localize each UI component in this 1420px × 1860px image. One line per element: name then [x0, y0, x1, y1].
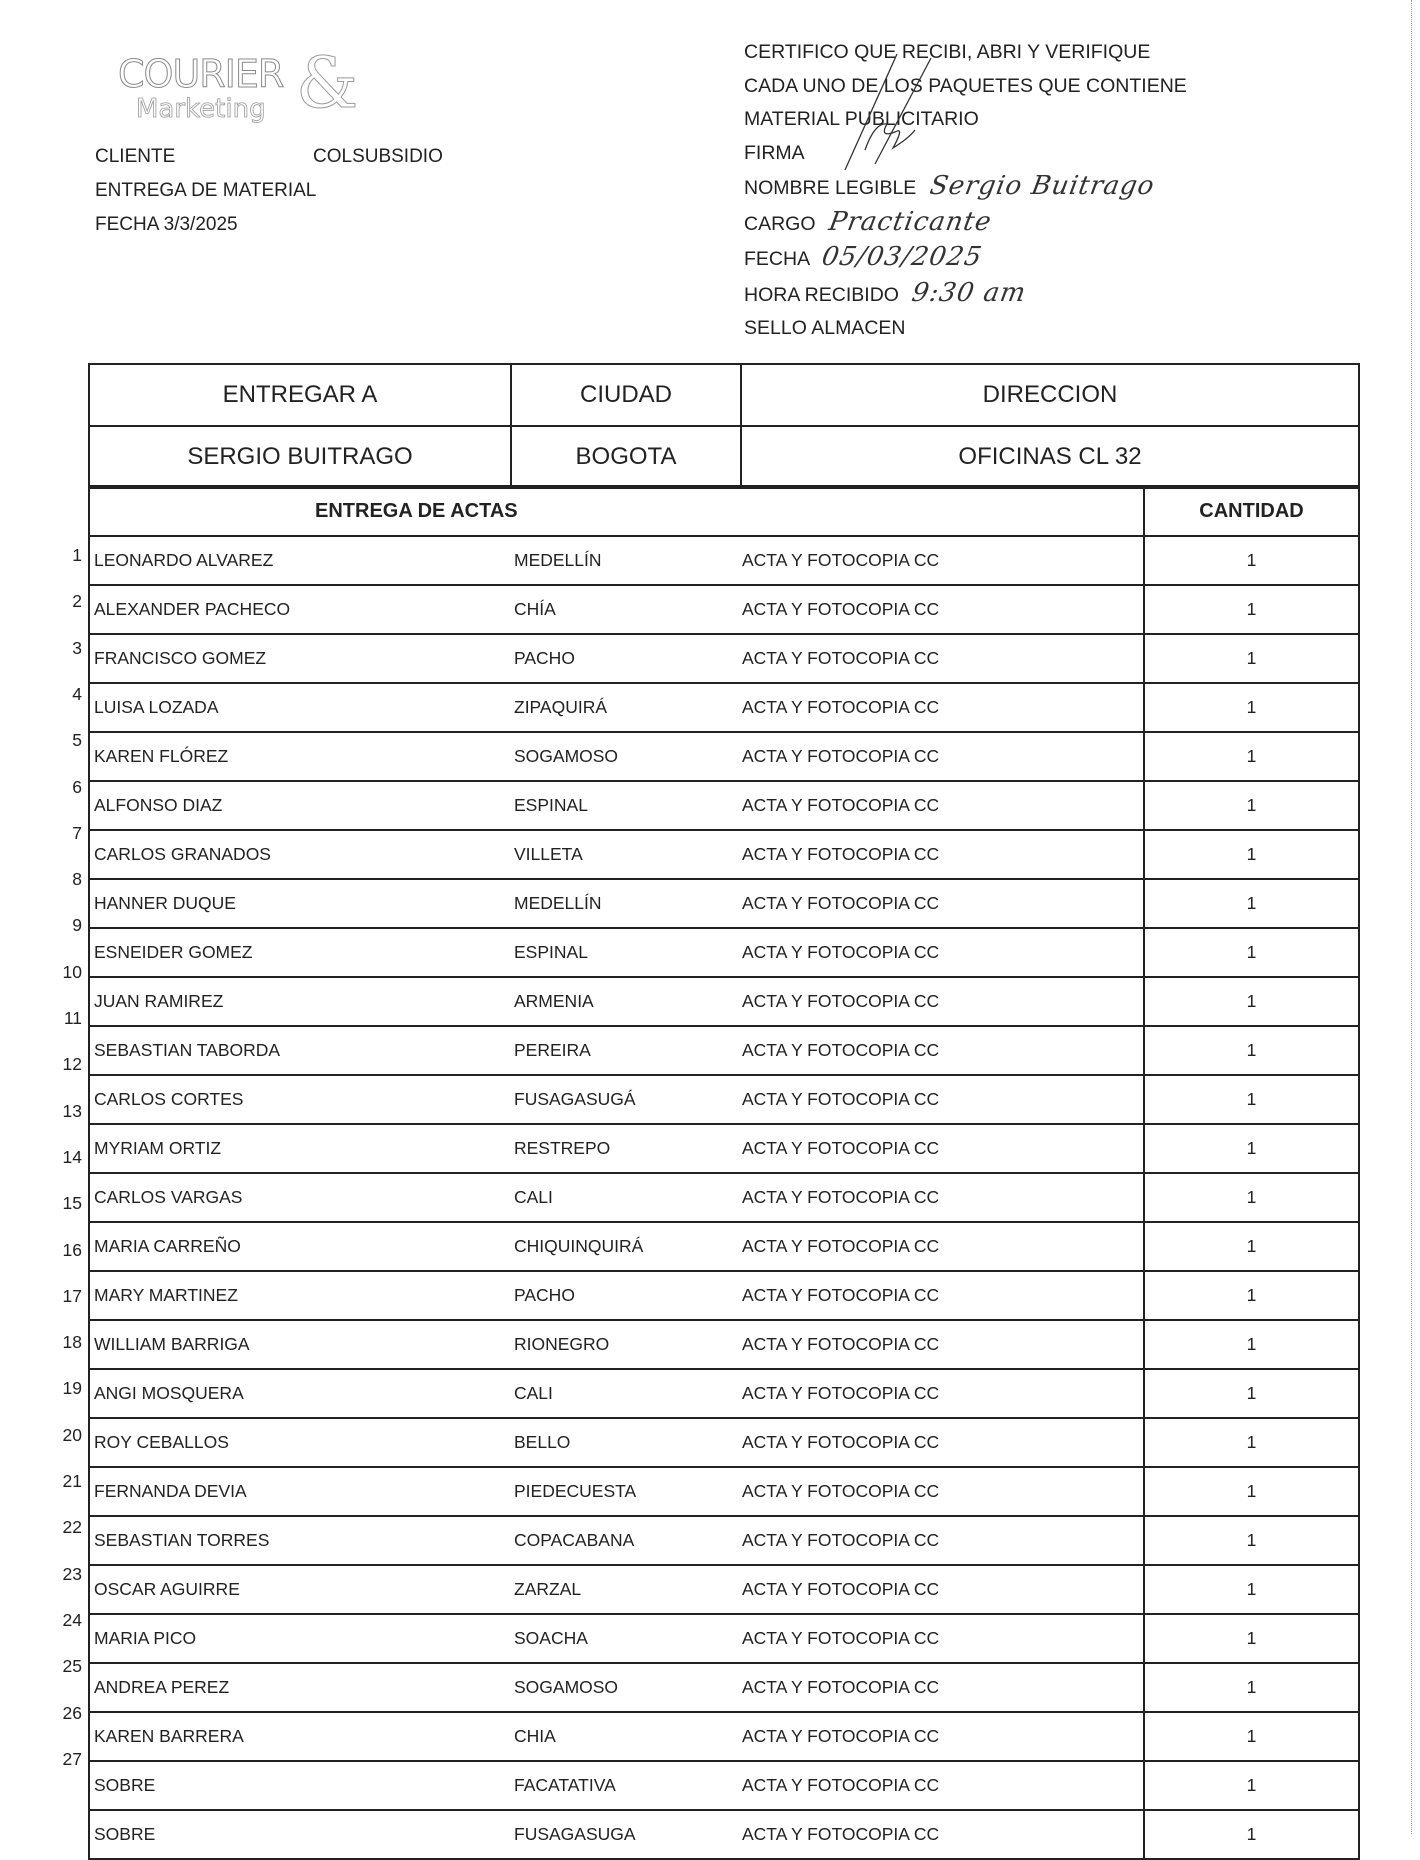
document-type-cell: ACTA Y FOTOCOPIA CC [741, 1075, 1144, 1124]
quantity-cell: 1 [1144, 1418, 1359, 1467]
document-type-cell: ACTA Y FOTOCOPIA CC [741, 1810, 1144, 1859]
quantity-cell: 1 [1144, 683, 1359, 732]
recipient-name-cell: KAREN FLÓREZ [89, 732, 513, 781]
recipient-header-row [89, 364, 1359, 426]
row-number: 25 [62, 1656, 82, 1677]
row-number: 24 [62, 1609, 82, 1630]
quantity-cell: 1 [1144, 1075, 1359, 1124]
sello-label: SELLO ALMACEN [744, 317, 906, 339]
header-direccion: DIRECCION [741, 364, 1359, 426]
document-type-cell: ACTA Y FOTOCOPIA CC [741, 830, 1144, 879]
quantity-cell: 1 [1144, 732, 1359, 781]
table-row [89, 928, 1359, 977]
row-number: 11 [63, 1008, 82, 1028]
recipient-name-cell: SEBASTIAN TORRES [89, 1516, 513, 1565]
document-type-cell: ACTA Y FOTOCOPIA CC [741, 634, 1144, 683]
quantity-cell: 1 [1144, 1124, 1359, 1173]
quantity-cell: 1 [1144, 1810, 1359, 1859]
firma-label: FIRMA [744, 141, 805, 164]
table-row [89, 1516, 1359, 1565]
recipient-name-cell: ALEXANDER PACHECO [89, 585, 513, 634]
row-number: 19 [62, 1378, 82, 1399]
quantity-cell: 1 [1144, 781, 1359, 830]
document-type-cell: ACTA Y FOTOCOPIA CC [741, 1614, 1144, 1663]
client-info [95, 140, 443, 242]
document-type-cell: ACTA Y FOTOCOPIA CC [741, 781, 1144, 830]
quantity-cell: 1 [1144, 879, 1359, 928]
recipient-name-cell: JUAN RAMIREZ [89, 977, 513, 1026]
row-number: 6 [72, 776, 82, 797]
city-cell: PEREIRA [513, 1026, 741, 1075]
receipt-certification [744, 36, 1187, 346]
row-number: 9 [72, 915, 82, 936]
delivery-recipient-table [88, 363, 1360, 489]
city-cell: SOACHA [513, 1614, 741, 1663]
recipient-name-cell: FERNANDA DEVIA [89, 1467, 513, 1516]
table-row [89, 683, 1359, 732]
document-type-cell: ACTA Y FOTOCOPIA CC [741, 1124, 1144, 1173]
document-type-cell: ACTA Y FOTOCOPIA CC [741, 879, 1144, 928]
recipient-name-cell: ALFONSO DIAZ [89, 781, 513, 830]
city-cell: MEDELLÍN [513, 879, 741, 928]
recipient-name-cell: CARLOS VARGAS [89, 1173, 513, 1222]
document-type-cell: ACTA Y FOTOCOPIA CC [741, 585, 1144, 634]
logo-courier-text: COURIER [118, 52, 284, 96]
city-cell: PACHO [513, 634, 741, 683]
document-type-cell: ACTA Y FOTOCOPIA CC [741, 1565, 1144, 1614]
recipient-name-cell: MARIA CARREÑO [89, 1222, 513, 1271]
hora-label: HORA RECIBIDO [744, 283, 899, 306]
document-type-cell: ACTA Y FOTOCOPIA CC [741, 1663, 1144, 1712]
table-row [89, 781, 1359, 830]
recipient-address: OFICINAS CL 32 [741, 426, 1359, 488]
table-row [89, 830, 1359, 879]
header-entrega-de-actas: ENTREGA DE ACTAS [89, 486, 1144, 536]
table-row [89, 1614, 1359, 1663]
city-cell: VILLETA [513, 830, 741, 879]
document-type-cell: ACTA Y FOTOCOPIA CC [741, 732, 1144, 781]
recipient-name-cell: LUISA LOZADA [89, 683, 513, 732]
fecha-label: FECHA [744, 248, 810, 270]
courier-marketing-logo [118, 42, 358, 132]
quantity-cell: 1 [1144, 1467, 1359, 1516]
recipient-name-cell: ANGI MOSQUERA [89, 1369, 513, 1418]
recipient-name-cell: SEBASTIAN TABORDA [89, 1026, 513, 1075]
city-cell: CHÍA [513, 585, 741, 634]
header-cantidad: CANTIDAD [1144, 486, 1359, 536]
table-row [89, 634, 1359, 683]
header-ciudad: CIUDAD [511, 364, 741, 426]
logo-marketing-text: Marketing [136, 94, 266, 124]
city-cell: FUSAGASUGÁ [513, 1075, 741, 1124]
legible-name-row [744, 170, 1187, 206]
recipient-name-cell: ANDREA PEREZ [89, 1663, 513, 1712]
recipient-name-cell: OSCAR AGUIRRE [89, 1565, 513, 1614]
city-cell: ARMENIA [513, 977, 741, 1026]
nombre-handwritten: Sergio Buitrago [927, 171, 1157, 201]
quantity-cell: 1 [1144, 977, 1359, 1026]
row-number: 14 [62, 1146, 82, 1167]
table-row [89, 1369, 1359, 1418]
quantity-cell: 1 [1144, 830, 1359, 879]
table-row [89, 879, 1359, 928]
city-cell: PACHO [513, 1271, 741, 1320]
city-cell: CALI [513, 1369, 741, 1418]
city-cell: COPACABANA [513, 1516, 741, 1565]
scan-page-edge [1410, 0, 1412, 1834]
hora-handwritten: 9:30 am [909, 277, 1029, 308]
row-number: 27 [62, 1748, 82, 1769]
city-cell: MEDELLÍN [513, 536, 741, 585]
table-row [89, 1810, 1359, 1859]
quantity-cell: 1 [1144, 928, 1359, 977]
city-cell: FUSAGASUGA [513, 1810, 741, 1859]
quantity-cell: 1 [1144, 585, 1359, 634]
quantity-cell: 1 [1144, 1663, 1359, 1712]
table-row [89, 1418, 1359, 1467]
recipient-name-cell: MARY MARTINEZ [89, 1271, 513, 1320]
table-row [89, 1467, 1359, 1516]
quantity-cell: 1 [1144, 1222, 1359, 1271]
city-cell: PIEDECUESTA [513, 1467, 741, 1516]
hora-row [744, 277, 1187, 313]
recipient-city: BOGOTA [511, 426, 741, 488]
recipient-name-cell: SOBRE [89, 1810, 513, 1859]
recipient-name-cell: KAREN BARRERA [89, 1712, 513, 1761]
quantity-cell: 1 [1144, 1712, 1359, 1761]
city-cell: ESPINAL [513, 928, 741, 977]
document-date: FECHA 3/3/2025 [95, 214, 238, 235]
acts-delivery-table [88, 485, 1360, 1860]
document-type-cell: ACTA Y FOTOCOPIA CC [741, 1761, 1144, 1810]
city-cell: ZARZAL [513, 1565, 741, 1614]
cargo-label: CARGO [744, 212, 816, 235]
quantity-cell: 1 [1144, 1320, 1359, 1369]
table-row [89, 1222, 1359, 1271]
acts-header-row [89, 486, 1359, 536]
recipient-name-cell: FRANCISCO GOMEZ [89, 634, 513, 683]
table-row [89, 732, 1359, 781]
cargo-row [744, 206, 1187, 242]
quantity-cell: 1 [1144, 1271, 1359, 1320]
cert-line-3: MATERIAL PUBLICITARIO [744, 108, 979, 130]
city-cell: SOGAMOSO [513, 1663, 741, 1712]
city-cell: ESPINAL [513, 781, 741, 830]
row-number: 22 [62, 1517, 82, 1538]
row-number: 8 [72, 869, 82, 890]
city-cell: RIONEGRO [513, 1320, 741, 1369]
recipient-name-cell: ESNEIDER GOMEZ [89, 928, 513, 977]
client-row [95, 140, 443, 174]
delivery-subtitle: ENTREGA DE MATERIAL [95, 180, 317, 201]
table-row [89, 536, 1359, 585]
quantity-cell: 1 [1144, 1761, 1359, 1810]
table-row [89, 1565, 1359, 1614]
city-cell: CALI [513, 1173, 741, 1222]
row-number: 2 [72, 591, 82, 612]
row-number: 13 [62, 1100, 82, 1121]
fecha-handwritten: 05/03/2025 [819, 242, 986, 272]
quantity-cell: 1 [1144, 1516, 1359, 1565]
fecha-row [744, 241, 1187, 277]
sello-row [744, 312, 1187, 346]
row-number: 17 [62, 1285, 82, 1306]
document-type-cell: ACTA Y FOTOCOPIA CC [741, 1173, 1144, 1222]
document-type-cell: ACTA Y FOTOCOPIA CC [741, 1222, 1144, 1271]
recipient-name-cell: ROY CEBALLOS [89, 1418, 513, 1467]
quantity-cell: 1 [1144, 1173, 1359, 1222]
client-value: COLSUBSIDIO [313, 146, 443, 167]
document-type-cell: ACTA Y FOTOCOPIA CC [741, 977, 1144, 1026]
recipient-name-cell: CARLOS GRANADOS [89, 830, 513, 879]
row-number: 26 [62, 1702, 82, 1723]
recipient-name-cell: CARLOS CORTES [89, 1075, 513, 1124]
document-type-cell: ACTA Y FOTOCOPIA CC [741, 1369, 1144, 1418]
row-number: 7 [72, 822, 82, 843]
document-type-cell: ACTA Y FOTOCOPIA CC [741, 1418, 1144, 1467]
header-entregar-a: ENTREGAR A [89, 364, 511, 426]
row-number: 4 [72, 683, 82, 704]
city-cell: BELLO [513, 1418, 741, 1467]
table-row [89, 1712, 1359, 1761]
row-number: 5 [72, 730, 82, 751]
row-number: 21 [62, 1471, 82, 1491]
acts-table-body [89, 536, 1359, 1859]
ampersand-logo-icon: & [296, 42, 359, 124]
row-number: 16 [62, 1239, 82, 1260]
quantity-cell: 1 [1144, 634, 1359, 683]
row-number: 12 [62, 1054, 82, 1075]
table-row [89, 1173, 1359, 1222]
row-number: 18 [62, 1332, 82, 1353]
nombre-label: NOMBRE LEGIBLE [744, 177, 917, 199]
signature-row [744, 137, 1187, 171]
document-type-cell: ACTA Y FOTOCOPIA CC [741, 928, 1144, 977]
table-row [89, 1026, 1359, 1075]
document-type-cell: ACTA Y FOTOCOPIA CC [741, 1712, 1144, 1761]
client-label: CLIENTE [95, 146, 176, 167]
document-type-cell: ACTA Y FOTOCOPIA CC [741, 1467, 1144, 1516]
recipient-name-cell: WILLIAM BARRIGA [89, 1320, 513, 1369]
document-type-cell: ACTA Y FOTOCOPIA CC [741, 1271, 1144, 1320]
quantity-cell: 1 [1144, 1369, 1359, 1418]
city-cell: FACATATIVA [513, 1761, 741, 1810]
quantity-cell: 1 [1144, 536, 1359, 585]
recipient-name-cell: LEONARDO ALVAREZ [89, 536, 513, 585]
recipient-name-cell: MYRIAM ORTIZ [89, 1124, 513, 1173]
city-cell: ZIPAQUIRÁ [513, 683, 741, 732]
document-type-cell: ACTA Y FOTOCOPIA CC [741, 1026, 1144, 1075]
cert-line-2: CADA UNO DE LOS PAQUETES QUE CONTIENE [744, 74, 1187, 97]
table-row [89, 1124, 1359, 1173]
table-row [89, 585, 1359, 634]
row-number: 15 [62, 1193, 82, 1214]
row-number: 3 [72, 637, 82, 658]
document-type-cell: ACTA Y FOTOCOPIA CC [741, 683, 1144, 732]
quantity-cell: 1 [1144, 1026, 1359, 1075]
recipient-name-cell: HANNER DUQUE [89, 879, 513, 928]
cargo-handwritten: Practicante [826, 206, 995, 237]
city-cell: RESTREPO [513, 1124, 741, 1173]
table-row [89, 1320, 1359, 1369]
row-number: 10 [62, 961, 82, 982]
table-row [89, 977, 1359, 1026]
quantity-cell: 1 [1144, 1565, 1359, 1614]
document-type-cell: ACTA Y FOTOCOPIA CC [741, 1516, 1144, 1565]
table-row [89, 1075, 1359, 1124]
recipient-value-row [89, 426, 1359, 488]
signature-scribble-icon [835, 52, 945, 172]
row-number: 1 [72, 545, 82, 565]
row-number: 20 [62, 1424, 82, 1445]
city-cell: CHIA [513, 1712, 741, 1761]
recipient-name-cell: MARIA PICO [89, 1614, 513, 1663]
city-cell: CHIQUINQUIRÁ [513, 1222, 741, 1271]
cert-line-1: CERTIFICO QUE RECIBI, ABRI Y VERIFIQUE [744, 41, 1151, 63]
recipient-name: SERGIO BUITRAGO [89, 426, 511, 488]
table-row [89, 1663, 1359, 1712]
recipient-name-cell: SOBRE [89, 1761, 513, 1810]
document-type-cell: ACTA Y FOTOCOPIA CC [741, 1320, 1144, 1369]
row-number: 23 [62, 1563, 82, 1584]
quantity-cell: 1 [1144, 1614, 1359, 1663]
city-cell: SOGAMOSO [513, 732, 741, 781]
document-type-cell: ACTA Y FOTOCOPIA CC [741, 536, 1144, 585]
table-row [89, 1761, 1359, 1810]
table-row [89, 1271, 1359, 1320]
